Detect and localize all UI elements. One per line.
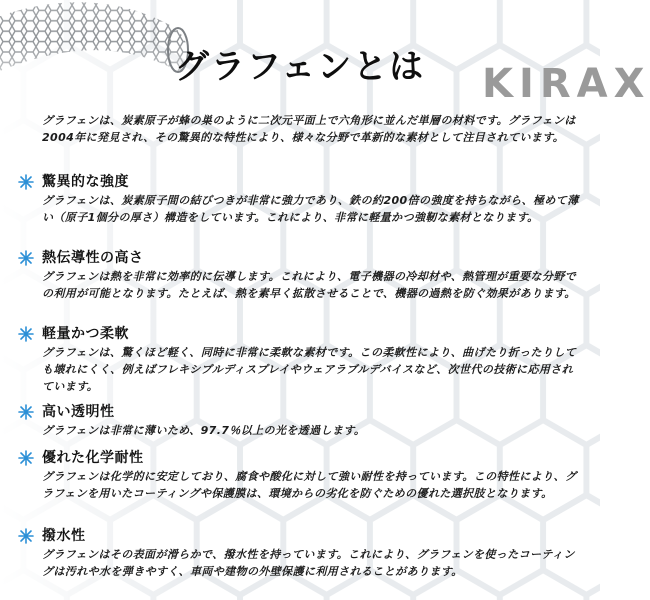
section-body: グラフェンは熱を非常に効率的に伝導します。これにより、電子機器の冷却材や、熱管理が重要な分野での利用が可能となります。たとえば、熱を素早く拡散させることで、機器の過熱を防ぐ効果があります。 (42, 270, 577, 300)
section-heading: 熱伝導性の高さ (42, 250, 144, 266)
section-body: グラフェンは、驚くほど軽く、同時に非常に柔軟な素材です。この柔軟性により、曲げたり折ったりしても壊れにくく、例えばフレキシブルディスプレイやウェアラブルデバイスなど、次世代の技術に応用されています。 (42, 346, 577, 393)
section-body: グラフェンは化学的に安定しており、腐食や酸化に対して強い耐性を持っています。この特性により、グラフェンを用いたコーティングや保護膜は、環境からの劣化を防ぐための優れた選択肢となります。 (42, 470, 577, 500)
starburst-icon (18, 404, 34, 420)
starburst-icon (18, 326, 34, 342)
starburst-icon (18, 450, 34, 466)
section-heading: 高い透明性 (42, 404, 115, 420)
section-body: グラフェンはその表面が滑らかで、撥水性を持っています。これにより、グラフェンを使ったコーティングは汚れや水を弾きやすく、車両や建物の外壁保護に利用されることがあります。 (42, 548, 575, 578)
starburst-icon (18, 174, 34, 190)
brand-logo: KIRAX (482, 61, 650, 107)
starburst-icon (18, 528, 34, 544)
section-body: グラフェンは、炭素原子間の結びつきが非常に強力であり、鉄の約200倍の強度を持ちながら、極めて薄い（原子1個分の厚さ）構造をしています。これにより、非常に軽量かつ強靭な素材となります。 (42, 194, 579, 224)
page-title: グラフェンとは (174, 47, 426, 87)
section-heading: 軽量かつ柔軟 (42, 326, 129, 342)
section-body: グラフェンは非常に薄いため、97.7％以上の光を透過します。 (42, 424, 366, 437)
section-heading: 驚異的な強度 (42, 174, 129, 190)
section-heading: 撥水性 (42, 528, 86, 544)
intro-paragraph: グラフェンは、炭素原子が蜂の巣のように二次元平面上で六角形に並んだ単層の材料です。グラフェンは2004年に発見され、その驚異的な特性により、様々な分野で革新的な素材として注目されています。 (42, 114, 576, 144)
starburst-icon (18, 250, 34, 266)
section-heading: 優れた化学耐性 (42, 450, 144, 466)
